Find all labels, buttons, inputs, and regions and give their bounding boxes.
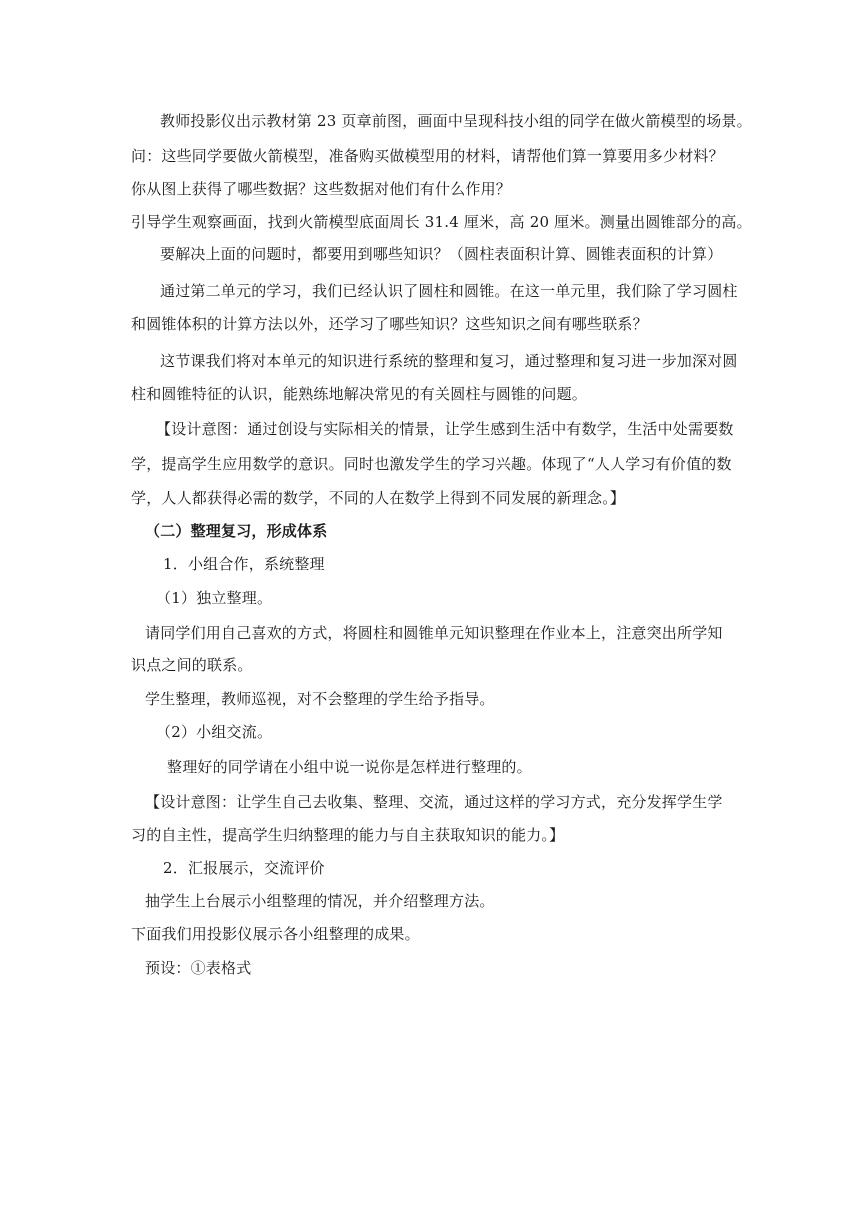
text-line: 学，提高学生应用数学的意识。同时也激发学生的学习兴趣。体现了“人人学习有价值的数 (131, 455, 732, 473)
text-line: 问：这些同学要做火箭模型，准备购买做模型用的材料，请帮他们算一算要用多少材料？ (131, 147, 724, 165)
text-line: 和圆锥体积的计算方法以外，还学习了哪些知识？这些知识之间有哪些联系？ (131, 315, 648, 333)
text-line: 抽学生上台展示小组整理的情况，并介绍整理方法。 (145, 892, 495, 910)
text-line: 请同学们用自己喜欢的方式，将圆柱和圆锥单元知识整理在作业本上，注意突出所学知 (145, 624, 723, 642)
text-line: 学生整理，教师巡视，对不会整理的学生给予指导。 (145, 690, 495, 708)
text-line: 学，人人都获得必需的数学，不同的人在数学上得到不同发展的新理念。】 (131, 489, 626, 507)
text-line: 整理好的同学请在小组中说一说你是怎样进行整理的。 (167, 758, 532, 776)
text-line: （2）小组交流。 (156, 723, 273, 741)
text-line: （1）独立整理。 (156, 589, 273, 607)
design-intent-note: 【设计意图：让学生自己去收集、整理、交流，通过这样的学习方式，充分发挥学生学 (145, 793, 723, 811)
text-line: 习的自主性，提高学生归纳整理的能力与自主获取知识的能力。】 (131, 826, 565, 844)
text-line: 你从图上获得了哪些数据？这些数据对他们有什么作用？ (131, 180, 512, 198)
text-line: 下面我们用投影仪展示各小组整理的成果。 (131, 925, 420, 943)
text-line: 引导学生观察画面，找到火箭模型底面周长 31.4 厘米，高 20 厘米。测量出圆锥部分的高。 (131, 213, 752, 231)
text-line: 柱和圆锥特征的认识，能熟练地解决常见的有关圆柱与圆锥的问题。 (131, 385, 588, 403)
subsection-heading: 1．小组合作，系统整理 (163, 555, 325, 573)
text-line: 要解决上面的问题时，都要用到哪些知识？（圆柱表面积计算、圆锥表面积的计算） (160, 245, 723, 263)
subsection-heading: 2．汇报展示，交流评价 (163, 859, 325, 877)
text-line: 通过第二单元的学习，我们已经认识了圆柱和圆锥。在这一单元里，我们除了学习圆柱 (160, 282, 738, 300)
design-intent-note: 【设计意图：通过创设与实际相关的情景，让学生感到生活中有数学，生活中处需要数 (156, 420, 734, 438)
text-line: 这节课我们将对本单元的知识进行系统的整理和复习，通过整理和复习进一步加深对圆 (160, 352, 738, 370)
text-line: 教师投影仪出示教材第 23 页章前图，画面中呈现科技小组的同学在做火箭模型的场景。 (160, 112, 752, 130)
text-line: 预设：①表格式 (145, 959, 252, 977)
text-line: 识点之间的联系。 (131, 656, 253, 674)
section-heading: （二）整理复习，形成体系 (145, 522, 328, 540)
